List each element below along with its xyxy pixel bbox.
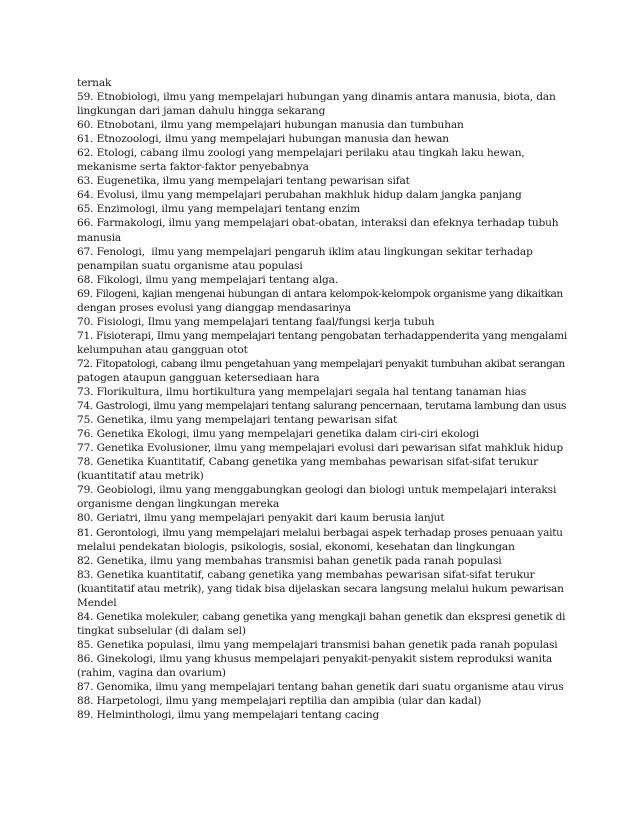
text-line: lingkungan dari jaman dahulu hingga sekarang — [77, 105, 326, 118]
text-line: (rahim, vagina dan ovarium) — [77, 666, 226, 679]
text-line: 89. Helminthologi, ilmu yang mempelajari tentang cacing — [77, 709, 380, 722]
text-line: kelumpuhan atau gangguan otot — [77, 343, 248, 356]
text-line: 66. Farmakologi, ilmu yang mempelajari obat-obatan, interaksi dan efeknya terhadap tubuh — [77, 217, 559, 230]
text-line: penampilan suatu organisme atau populasi — [77, 259, 303, 272]
text-line: 67. Fenologi, ilmu yang mempelajari pengaruh iklim atau lingkungan sekitar terhadap — [77, 245, 533, 258]
text-line: 60. Etnobotani, ilmu yang mempelajari hubungan manusia dan tumbuhan — [77, 119, 464, 132]
text-line: mekanisme serta faktor-faktor penyebabnya — [77, 161, 309, 174]
text-line: 83. Genetika kuantitatif, cabang genetika yang membahas pewarisan sifat-sifat terukur — [77, 568, 535, 581]
text-line: 76. Genetika Ekologi, ilmu yang mempelajari genetika dalam ciri-ciri ekologi — [77, 428, 480, 441]
text-line: 73. Florikultura, ilmu hortikultura yang mempelajari segala hal tentang tanaman hias — [77, 386, 527, 399]
text-line: patogen ataupun gangguan ketersediaan hara — [77, 371, 320, 384]
text-line: 64. Evolusi, ilmu yang mempelajari perubahan makhluk hidup dalam jangka panjang — [77, 189, 522, 202]
text-line: organisme dengan lingkungan mereka — [77, 498, 280, 511]
text-line: 59. Etnobiologi, ilmu yang mempelajari hubungan yang dinamis antara manusia, biota, dan — [77, 91, 556, 104]
text-line: manusia — [77, 231, 122, 244]
text-line: (kuantitatif atau metrik) — [77, 470, 204, 483]
text-line: 75. Genetika, ilmu yang mempelajari tentang pewarisan sifat — [77, 414, 398, 427]
text-line: 88. Harpetologi, ilmu yang mempelajari reptilia dan ampibia (ular dan kadal) — [77, 695, 482, 708]
text-line: melalui pendekatan biologis, psikologis, sosial, ekonomi, kesehatan dan lingkungan — [77, 540, 515, 553]
text-line: 79. Geobiologi, ilmu yang menggabungkan geologi dan biologi untuk mempelajari interaksi — [77, 484, 557, 497]
text-line: (kuantitatif atau metrik), yang tidak bisa dijelaskan secara langsung melalui hukum pewarisan — [77, 582, 564, 595]
text-line: 68. Fikologi, ilmu yang mempelajari tentang alga. — [77, 273, 338, 286]
text-line: 65. Enzimologi, ilmu yang mempelajari tentang enzim — [77, 203, 361, 216]
text-line: 86. Ginekologi, ilmu yang khusus mempelajari penyakit-penyakit sistem reproduksi wanita — [77, 652, 553, 665]
text-line: 87. Genomika, ilmu yang mempelajari tentang bahan genetik dari suatu organisme atau virus — [77, 681, 564, 694]
text-line: 72. Fitopatologi, cabang ilmu pengetahuan yang mempelajari penyakit tumbuhan akibat serangan — [77, 357, 565, 370]
text-line: 69. Filogeni, kajian mengenai hubungan di antara kelompok-kelompok organisme yang dikaitkan — [77, 287, 563, 300]
text-line: tingkat subselular (di dalam sel) — [77, 624, 246, 637]
text-line: 77. Genetika Evolusioner, ilmu yang mempelajari evolusi dari pewarisan sifat mahkluk hidup — [77, 442, 564, 455]
text-line: 85. Genetika populasi, ilmu yang mempelajari transmisi bahan genetik pada ranah populasi — [77, 638, 558, 651]
text-line: 63. Eugenetika, ilmu yang mempelajari tentang pewarisan sifat — [77, 175, 410, 188]
text-line: 78. Genetika Kuantitatif, Cabang genetika yang membahas pewarisan sifat-sifat terukur — [77, 456, 539, 469]
text-line: ternak — [77, 77, 112, 89]
text-line: 82. Genetika, ilmu yang membahas transmisi bahan genetik pada ranah populasi — [77, 554, 502, 567]
text-line: 74. Gastrologi, ilmu yang mempelajari tentang salurang pencernaan, terutama lambung dan usus — [77, 400, 567, 413]
text-line: 70. Fisiologi, Ilmu yang mempelajari tentang faal/fungsi kerja tubuh — [77, 315, 435, 328]
text-line: dengan proses evolusi yang dianggap mendasarinya — [77, 301, 351, 314]
document-body — [77, 76, 567, 722]
text-line: 71. Fisioterapi, Ilmu yang mempelajari tentang pengobatan terhadappenderita yang mengalami — [77, 329, 567, 342]
text-line: Mendel — [77, 596, 117, 609]
text-line: 81. Gerontologi, ilmu yang mempelajari melalui berbagai aspek terhadap proses penuaan yaitu — [77, 526, 563, 539]
text-line: 84. Genetika molekuler, cabang genetika yang mengkaji bahan genetik dan ekspresi genetik di — [77, 610, 566, 623]
text-line: 80. Geriatri, ilmu yang mempelajari penyakit dari kaum berusia lanjut — [77, 512, 445, 525]
text-line: 62. Etologi, cabang ilmu zoologi yang mempelajari perilaku atau tingkah laku hewan, — [77, 147, 525, 160]
text-line: 61. Etnozoologi, ilmu yang mempelajari hubungan manusia dan hewan — [77, 133, 449, 146]
